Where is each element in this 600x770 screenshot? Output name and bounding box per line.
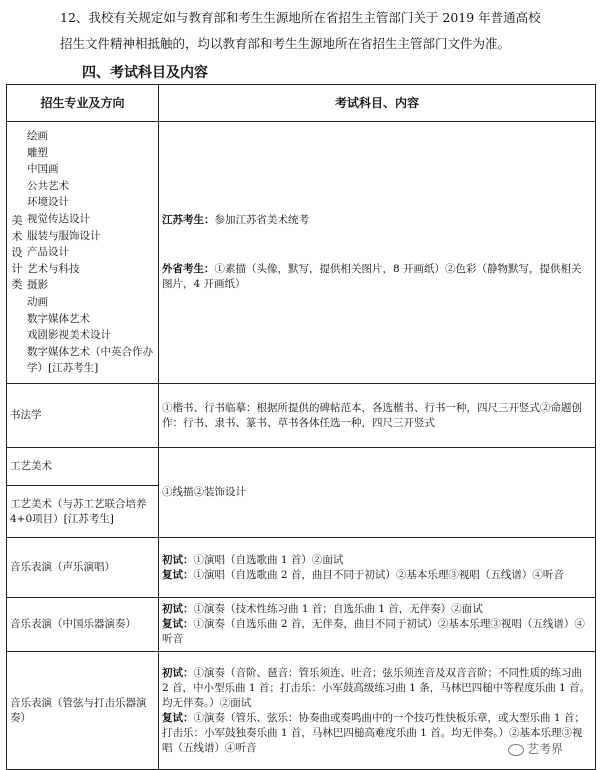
major-crafts: 工艺美术 xyxy=(7,448,159,486)
prelim-label: 初试： xyxy=(162,666,194,679)
category-label-fine-arts xyxy=(10,213,24,293)
major-item: 环境设计 xyxy=(27,196,69,209)
retest-text: ①演奏（管乐、弦乐：协奏曲或奏鸣曲中的一个技巧性快板乐章，或大型乐曲 1 首；打击乐：小军鼓独奏乐曲 1 首，马林巴四槌高难度乐曲 1 首。均无伴奏。）②基本乐理③视唱（五线谱）④听音 xyxy=(162,711,585,754)
category-char: 设 xyxy=(11,245,23,259)
other-province-text: ①素描（头像，默写，提供相关图片，8 开画纸）②色彩（静物默写，提供相关图片，4 开画纸） xyxy=(162,263,582,290)
other-province-label: 外省考生： xyxy=(162,263,215,275)
table-row-crafts xyxy=(7,448,596,486)
jiangsu-text: 参加江苏省美术统考 xyxy=(214,214,309,226)
major-crafts-joint: 工艺美术（与苏工艺联合培养4+0项目）[江苏考生] xyxy=(7,486,159,538)
major-item: 产品设计 xyxy=(27,246,69,259)
retest-text: ①演唱（自选歌曲 2 首，曲目不同于初试）②基本乐理③视唱（五线谱）④听音 xyxy=(193,568,564,581)
major-item: 艺术与科技 xyxy=(27,262,80,275)
major-item: 戏剧影视美术设计 xyxy=(27,329,111,342)
table-row-fine-arts xyxy=(7,122,596,384)
major-item: 中国画 xyxy=(27,163,59,176)
major-chinese-instruments: 音乐表演（中国乐器演奏） xyxy=(7,598,159,652)
header-major: 招生专业及方向 xyxy=(7,85,159,122)
prelim-label: 初试： xyxy=(162,603,194,615)
category-char: 类 xyxy=(11,277,23,291)
major-item: 雕塑 xyxy=(27,146,48,159)
category-char: 计 xyxy=(11,261,23,275)
retest-label: 复试： xyxy=(162,618,194,630)
table-row-vocal xyxy=(7,538,596,598)
category-char: 术 xyxy=(11,229,23,243)
paragraph-line-1: 12、我校有关规定如与教育部和考生生源地所在省招生主管部门关于 2019 年普通高校 xyxy=(60,10,541,25)
table-row-chinese-instruments xyxy=(7,598,596,652)
section-heading: 四、考试科目及内容 xyxy=(82,65,208,81)
crafts-content: ①线描②装饰设计 xyxy=(159,448,596,538)
retest-text: ①演奏（自选乐曲 2 首，无伴奏，曲目不同于初试）②基本乐理③视唱（五线谱）④听音 xyxy=(162,618,585,645)
retest-label: 复试： xyxy=(162,711,194,724)
fine-arts-majors-cell xyxy=(7,122,159,384)
chinese-instruments-content xyxy=(159,598,596,652)
watermark xyxy=(508,740,563,757)
major-item: 公共艺术 xyxy=(27,179,69,192)
prelim-text: ①演奏（技术性练习曲 1 首；自选乐曲 1 首，无伴奏）②面试 xyxy=(193,603,483,615)
fine-arts-content-cell xyxy=(159,122,596,384)
major-item: 绘画 xyxy=(27,130,48,143)
major-item: 动画 xyxy=(27,295,48,308)
major-wind-percussion: 音乐表演（管弦与打击乐器演奏） xyxy=(7,652,159,770)
calligraphy-content: ①楷书、行书临摹：根据所提供的碑帖范本，各选楷书、行书一种，四尺三开竖式②命题创作：行书、隶书、篆书、草书各体任选一种，四尺三开竖式 xyxy=(159,384,596,448)
prelim-text: ①演奏（音阶、琶音：管乐须连、吐音；弦乐须连音及双音音阶；不同性质的练习曲 2 首，中小型乐曲 1 首；打击乐：小军鼓高级练习曲 1 条，马林巴四槌中等程度乐曲 1 首。均无伴奏。）②面试 xyxy=(162,666,591,709)
major-vocal: 音乐表演（声乐演唱） xyxy=(7,538,159,598)
watermark-text: 艺考界 xyxy=(527,742,564,756)
major-item: 服装与服饰设计 xyxy=(27,229,101,242)
major-item: 数字媒体艺术 xyxy=(27,312,90,325)
table-header-row xyxy=(7,85,596,122)
prelim-text: ①演唱（自选歌曲 1 首）②面试 xyxy=(193,553,344,566)
retest-label: 复试： xyxy=(162,568,194,581)
major-item: 视觉传达设计 xyxy=(27,213,90,226)
paragraph-line-2: 招生文件精神相抵触的，均以教育部和考生生源地所在省招生主管部门文件为准。 xyxy=(60,36,511,51)
major-item: 数字媒体艺术（中英合作办 xyxy=(27,345,153,358)
vocal-content xyxy=(159,538,596,598)
major-item: 学）[江苏考生] xyxy=(27,362,99,375)
category-char: 美 xyxy=(11,213,23,227)
major-item: 摄影 xyxy=(27,279,48,292)
table-row-calligraphy xyxy=(7,384,596,448)
fine-arts-major-list xyxy=(27,128,153,377)
jiangsu-label: 江苏考生： xyxy=(162,214,215,226)
wechat-icon xyxy=(508,744,524,756)
prelim-label: 初试： xyxy=(162,553,194,566)
header-content: 考试科目、内容 xyxy=(159,85,596,122)
major-calligraphy: 书法学 xyxy=(7,384,159,448)
exam-subjects-table xyxy=(6,84,596,770)
